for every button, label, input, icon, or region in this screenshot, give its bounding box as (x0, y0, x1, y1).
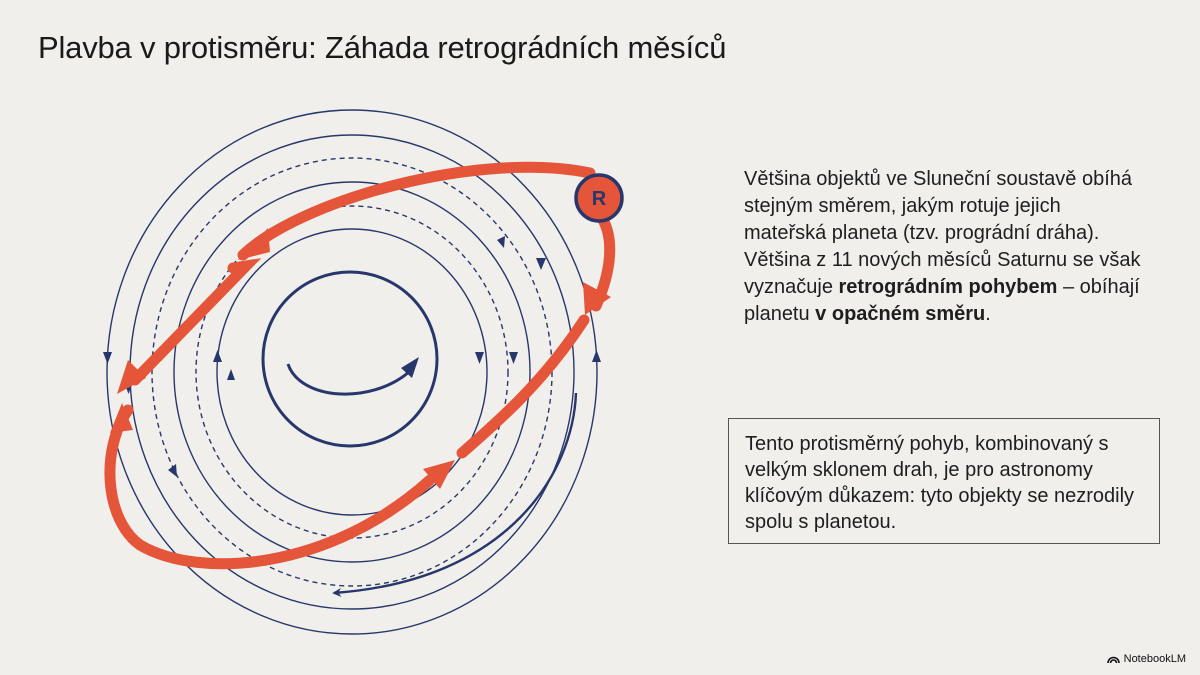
explanation-text (744, 166, 1144, 328)
explanation-part-3: . (985, 303, 991, 325)
note-text: Tento protisměrný pohyb, kombinovaný s velkým sklonem drah, je pro astronomy klíčovým důkazem: tyto objekty se nezrodily spolu s planetou. (745, 433, 1135, 533)
explanation-bold-retrograde: retrográdním pohybem (838, 276, 1058, 298)
explanation-part-2: – obíhají planetu (744, 276, 1140, 325)
notebooklm-icon (1107, 654, 1120, 664)
rotation-arrow (288, 364, 409, 394)
slide-title: Plavba v protisměru: Záhada retrográdních měsíců (38, 30, 727, 65)
note-box (728, 418, 1160, 544)
bottom-orbit-arrow (334, 393, 576, 593)
moon-marker-label: R (591, 188, 607, 210)
planet-circle (263, 272, 437, 446)
retrograde-moon-marker (576, 175, 622, 221)
brand-watermark (1107, 653, 1186, 665)
explanation-bold-opposite: v opačném směru (815, 303, 986, 325)
brand-label: NotebookLM (1123, 653, 1186, 665)
explanation-part-1: Většina objektů ve Sluneční soustavě obíhá stejným směrem, jakým rotuje jejich mateřská planeta (tzv. prográdní dráha). Většina z 11 nových měsíců Saturnu se však vyznačuje (744, 168, 1141, 298)
